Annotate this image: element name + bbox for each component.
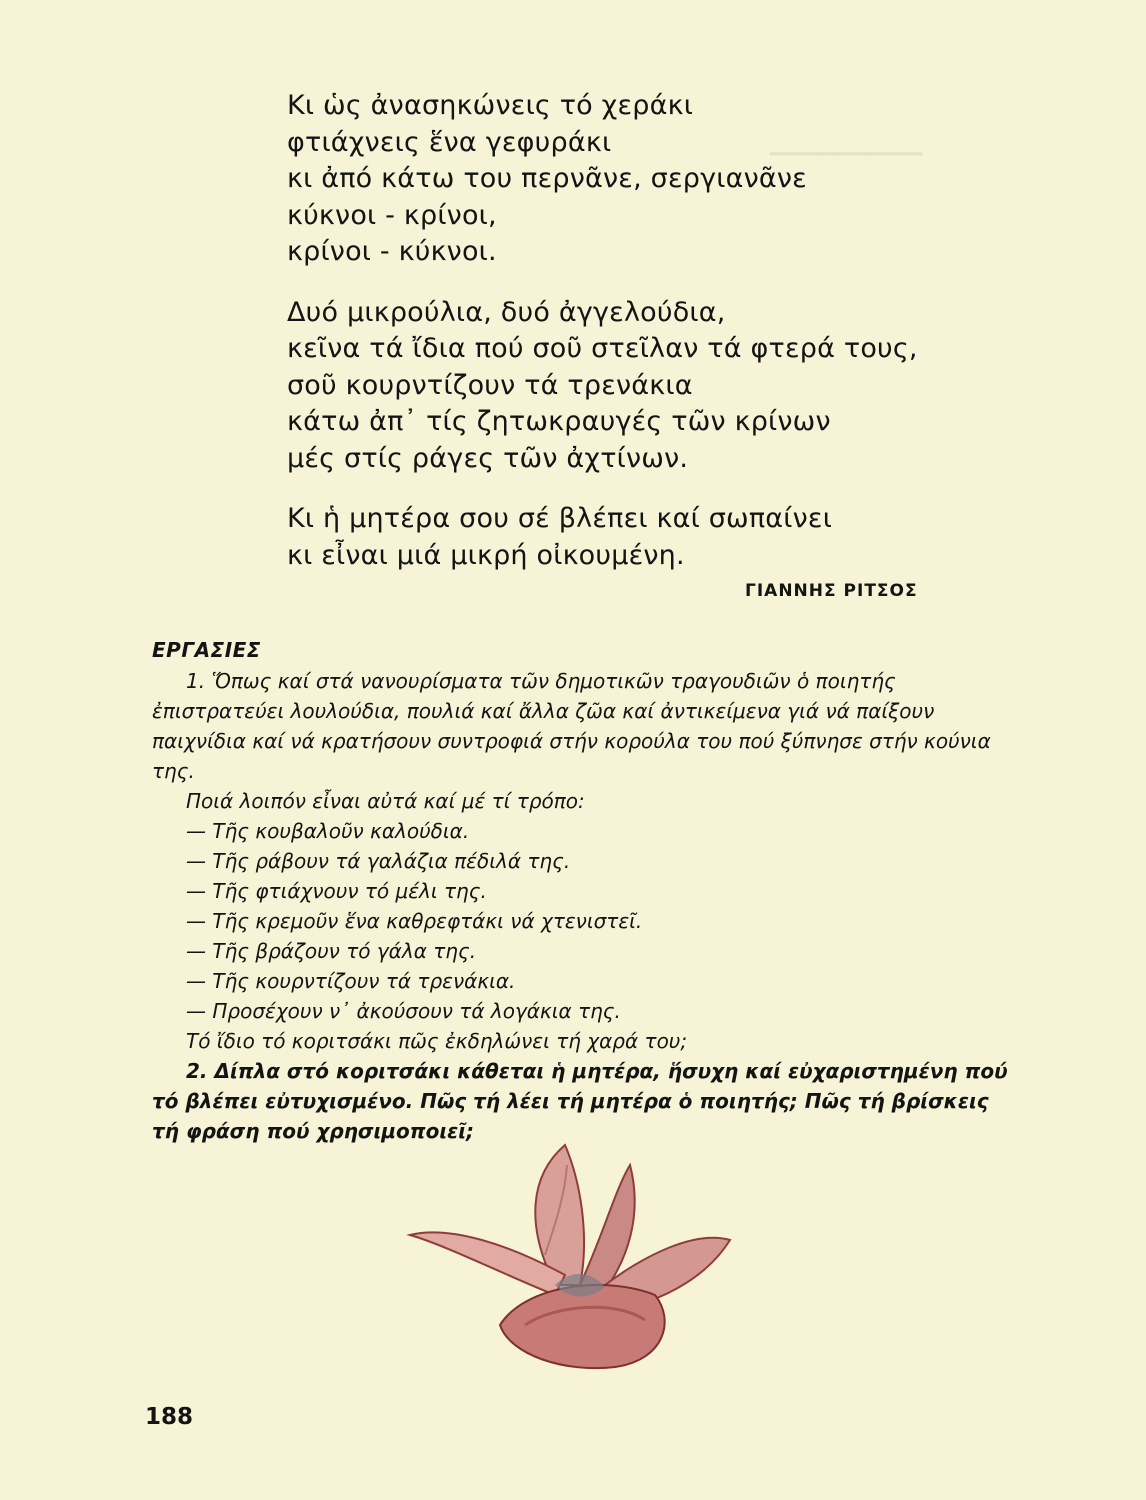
exercise-1-question: Ποιά λοιπόν εἶναι αὐτά καί μέ τί τρόπο:	[186, 789, 585, 813]
exercise-2-text: 2. Δίπλα στό κοριτσάκι κάθεται ἡ μητέρα, ἥσυχη καί εὐχαριστημένη πού τό βλέπει εὐτυχισμένο. Πῶς τή λέει τή μητέρα ὁ ποιητής; Πῶς τή βρίσκεις τή φράση πού χρησιμοποιεῖ;	[152, 1059, 1008, 1143]
exercise-1	[152, 666, 1012, 786]
poem-line: κρίνοι - κύκνοι.	[287, 236, 497, 267]
poem-line: Κι ἡ μητέρα σου σέ βλέπει καί σωπαίνει	[287, 503, 833, 534]
exercise-1-text: 1. Ὅπως καί στά νανουρίσματα τῶν δημοτικῶν τραγουδιῶν ὁ ποιητής ἐπιστρατεύει λουλούδια, πουλιά καί ἄλλα ζῶα καί ἀντικείμενα γιά νά παίξουν παιχνίδια καί νά κρατήσουν συντροφιά στήν κορούλα του πού ξύπνησε στήν κούνια της.	[152, 669, 991, 783]
poem-line: κάτω ἀπ᾿ τίς ζητωκραυγές τῶν κρίνων	[287, 406, 831, 437]
poem	[287, 88, 927, 598]
exercise-answer: — Προσέχουν ν᾿ ἀκούσουν τά λογάκια της.	[186, 999, 621, 1023]
lily-flower-illustration	[405, 1135, 735, 1375]
poem-line: κύκνοι - κρίνοι,	[287, 199, 497, 231]
exercise-answer: — Τῆς κρεμοῦν ἕνα καθρεφτάκι νά χτενιστεῖ.	[186, 909, 643, 933]
exercise-answer: — Τῆς ράβουν τά γαλάζια πέδιλά της.	[186, 849, 571, 873]
poem-line: Κι ὡς ἀνασηκώνεις τό χεράκι	[287, 90, 694, 121]
poem-line: κεῖνα τά ἴδια πού σοῦ στεῖλαν τά φτερά τους,	[287, 333, 918, 364]
page-number: 188	[145, 1404, 194, 1430]
exercises-heading: ΕΡΓΑΣΙΕΣ	[152, 638, 261, 662]
poem-author: ΓΙΑΝΝΗΣ ΡΙΤΣΟΣ	[745, 581, 918, 601]
exercise-answer: — Τῆς φτιάχνουν τό μέλι της.	[186, 879, 487, 903]
exercise-2	[152, 1056, 1012, 1146]
poem-stanza-1	[287, 88, 927, 271]
exercise-answer: — Τῆς βράζουν τό γάλα της.	[186, 939, 477, 963]
poem-stanza-3	[287, 501, 927, 574]
bleed-through-texture: ▁▁▁▁▁▁▁▁▁	[770, 131, 923, 156]
exercise-1-closing: Τό ἴδιο τό κοριτσάκι πῶς ἐκδηλώνει τή χαρά του;	[186, 1029, 688, 1053]
poem-line: κι ἀπό κάτω του περνᾶνε, σεργιανᾶνε	[287, 163, 807, 194]
poem-line: μές στίς ράγες τῶν ἀχτίνων.	[287, 442, 689, 474]
exercise-answer: — Τῆς κουρντίζουν τά τρενάκια.	[186, 969, 516, 993]
exercises-section	[152, 638, 1012, 1146]
poem-stanza-2	[287, 295, 927, 478]
petal-front	[500, 1285, 665, 1368]
poem-line: Δυό μικρούλια, δυό ἀγγελούδια,	[287, 296, 726, 328]
poem-line: κι εἶναι μιά μικρή οἰκουμένη.	[287, 539, 685, 571]
poem-line: σοῦ κουρντίζουν τά τρενάκια	[287, 369, 693, 401]
exercise-answer: — Τῆς κουβαλοῦν καλούδια.	[186, 819, 470, 843]
poem-line: φτιάχνεις ἕνα γεφυράκι	[287, 126, 612, 158]
